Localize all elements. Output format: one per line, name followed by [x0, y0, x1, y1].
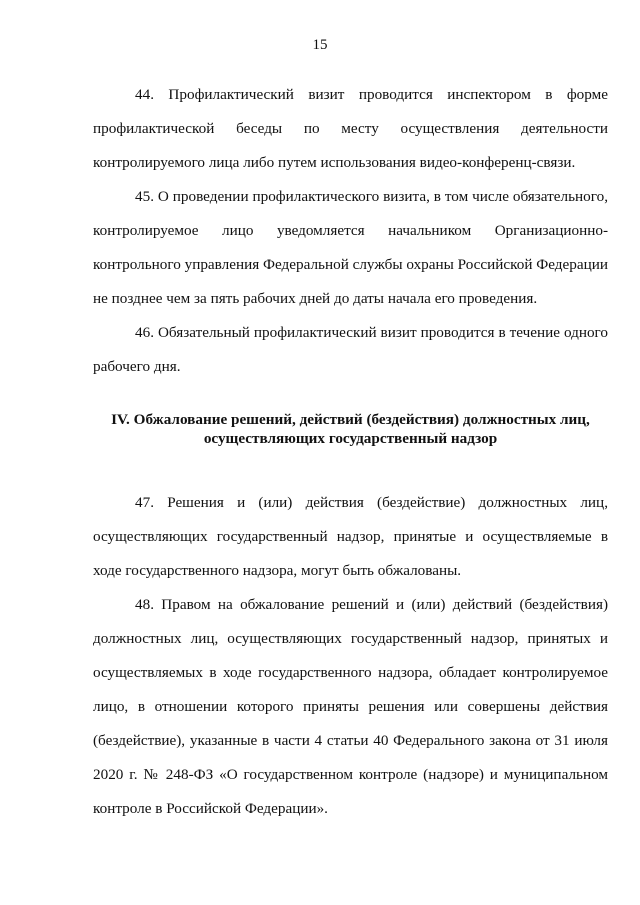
document-body [93, 78, 608, 826]
section-heading [93, 410, 608, 448]
paragraph-45: 45. О проведении профилактического визита, в том числе обязательного, контролируемое лицо уведомляется начальником Организационно-контрольного управления Федеральной службы охраны Российской Федерации не позднее чем за пять рабочих дней до даты начала его проведения. [93, 188, 608, 307]
paragraph-44: 44. Профилактический визит проводится инспектором в форме профилактической беседы по месту осуществления деятельности контролируемого лица либо путем использования видео-конференц-связи. [93, 86, 608, 171]
section-heading-line-2: осуществляющих государственный надзор [203, 430, 498, 447]
paragraph-47: 47. Решения и (или) действия (бездействие) должностных лиц, осуществляющих государственный надзор, принятые и осуществляемые в ходе государственного надзора, могут быть обжалованы. [93, 494, 608, 579]
paragraph-46: 46. Обязательный профилактический визит проводится в течение одного рабочего дня. [93, 324, 608, 375]
paragraph-48: 48. Правом на обжалование решений и (или) действий (бездействия) должностных лиц, осуществляющих государственный надзор, принятых и осуществляемых в ходе государственного надзора, обладает контролируемое лицо, в отношении которого приняты решения или совершены действия (бездействие), указанные в части 4 статьи 40 Федерального закона от 31 июля 2020 г. № 248-ФЗ «О государственном контроле (надзоре) и муниципальном контроле в Российской Федерации». [93, 596, 608, 817]
section-heading-line-1: IV. Обжалование решений, действий (бездействия) должностных лиц, [111, 411, 590, 428]
page-number: 15 [312, 37, 328, 53]
